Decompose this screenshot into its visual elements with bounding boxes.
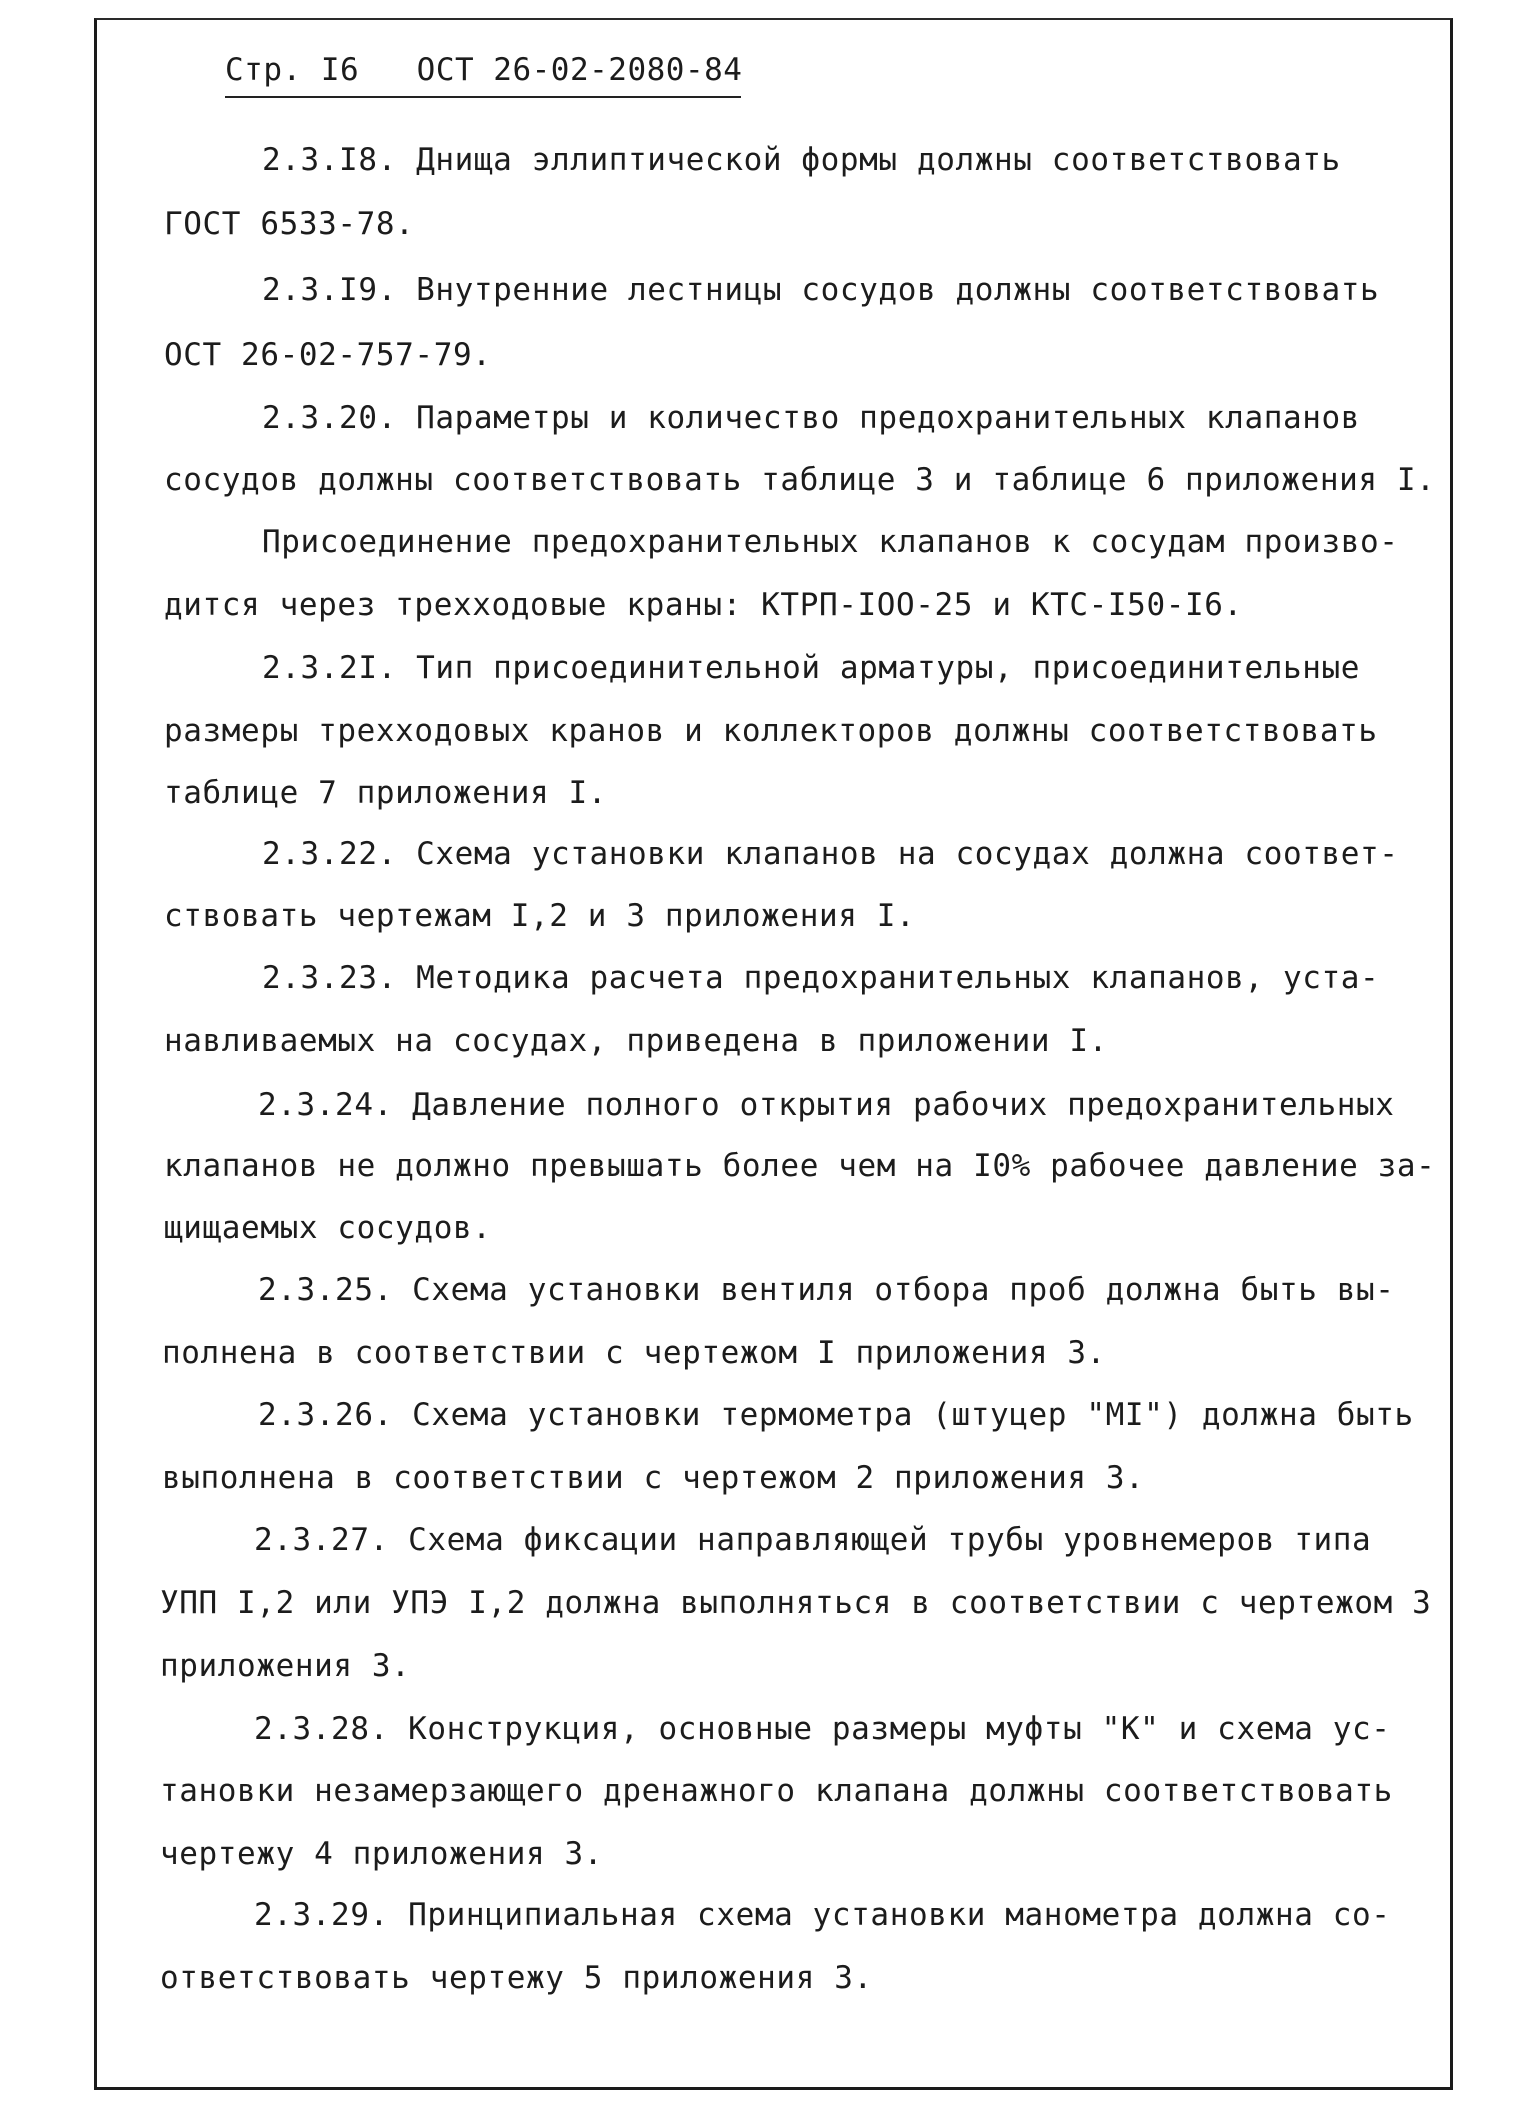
text-line: выполнена в соответствии с чертежом 2 приложения 3. <box>162 1460 1145 1496</box>
text-line: 2.3.28. Конструкция, основные размеры муфты "К" и схема ус- <box>254 1711 1391 1747</box>
text-line: чертежу 4 приложения 3. <box>160 1836 604 1872</box>
text-line: тановки незамерзающего дренажного клапана должны соответствовать <box>160 1773 1393 1809</box>
text-line: таблице 7 приложения I. <box>164 775 608 811</box>
text-line: 2.3.I8. Днища эллиптической формы должны соответствовать <box>262 142 1341 178</box>
text-line: 2.3.26. Схема установки термометра (штуцер "МI") должна быть <box>258 1397 1414 1433</box>
text-line: 2.3.23. Методика расчета предохранительных клапанов, уста- <box>262 960 1380 996</box>
page-header <box>225 50 742 90</box>
text-line: 2.3.24. Давление полного открытия рабочих предохранительных <box>258 1087 1395 1123</box>
standard-code: ОСТ 26-02-2080-84 <box>416 52 743 88</box>
text-line: 2.3.29. Принципиальная схема установки манометра должна со- <box>254 1897 1391 1933</box>
text-line: размеры трехходовых кранов и коллекторов должны соответствовать <box>164 713 1378 749</box>
text-line: клапанов не должно превышать более чем на I0% рабочее давление за- <box>164 1148 1436 1184</box>
text-line: 2.3.22. Схема установки клапанов на сосудах должна соответ- <box>262 836 1399 872</box>
text-line: 2.3.27. Схема фиксации направляющей трубы уровнемеров типа <box>254 1522 1372 1558</box>
text-line: ответствовать чертежу 5 приложения 3. <box>160 1960 873 1996</box>
text-line: щищаемых сосудов. <box>164 1210 492 1246</box>
text-line: Присоединение предохранительных клапанов к сосудам произво- <box>262 524 1399 560</box>
text-line: 2.3.25. Схема установки вентиля отбора проб должна быть вы- <box>258 1272 1395 1308</box>
text-line: полнена в соответствии с чертежом I приложения 3. <box>162 1335 1106 1371</box>
text-line: 2.3.I9. Внутренние лестницы сосудов должны соответствовать <box>262 272 1380 308</box>
text-line: приложения 3. <box>160 1648 411 1684</box>
page-number: Стр. I6 <box>225 52 360 88</box>
text-line: сосудов должны соответствовать таблице 3 и таблице 6 приложения I. <box>164 462 1436 498</box>
text-line: УПП I,2 или УПЭ I,2 должна выполняться в соответствии с чертежом 3 <box>160 1585 1432 1621</box>
text-line: 2.3.2I. Тип присоединительной арматуры, присоединительные <box>262 650 1361 686</box>
text-line: 2.3.20. Параметры и количество предохранительных клапанов <box>262 400 1361 436</box>
text-line: ОСТ 26-02-757-79. <box>164 337 492 373</box>
text-line: ГОСТ 6533-78. <box>164 206 415 242</box>
text-line: ствовать чертежам I,2 и 3 приложения I. <box>164 898 916 934</box>
text-line: навливаемых на сосудах, приведена в приложении I. <box>164 1023 1108 1059</box>
text-line: дится через трехходовые краны: КТРП-IOO-25 и КТС-I50-I6. <box>164 587 1243 623</box>
header-underline <box>225 96 741 98</box>
